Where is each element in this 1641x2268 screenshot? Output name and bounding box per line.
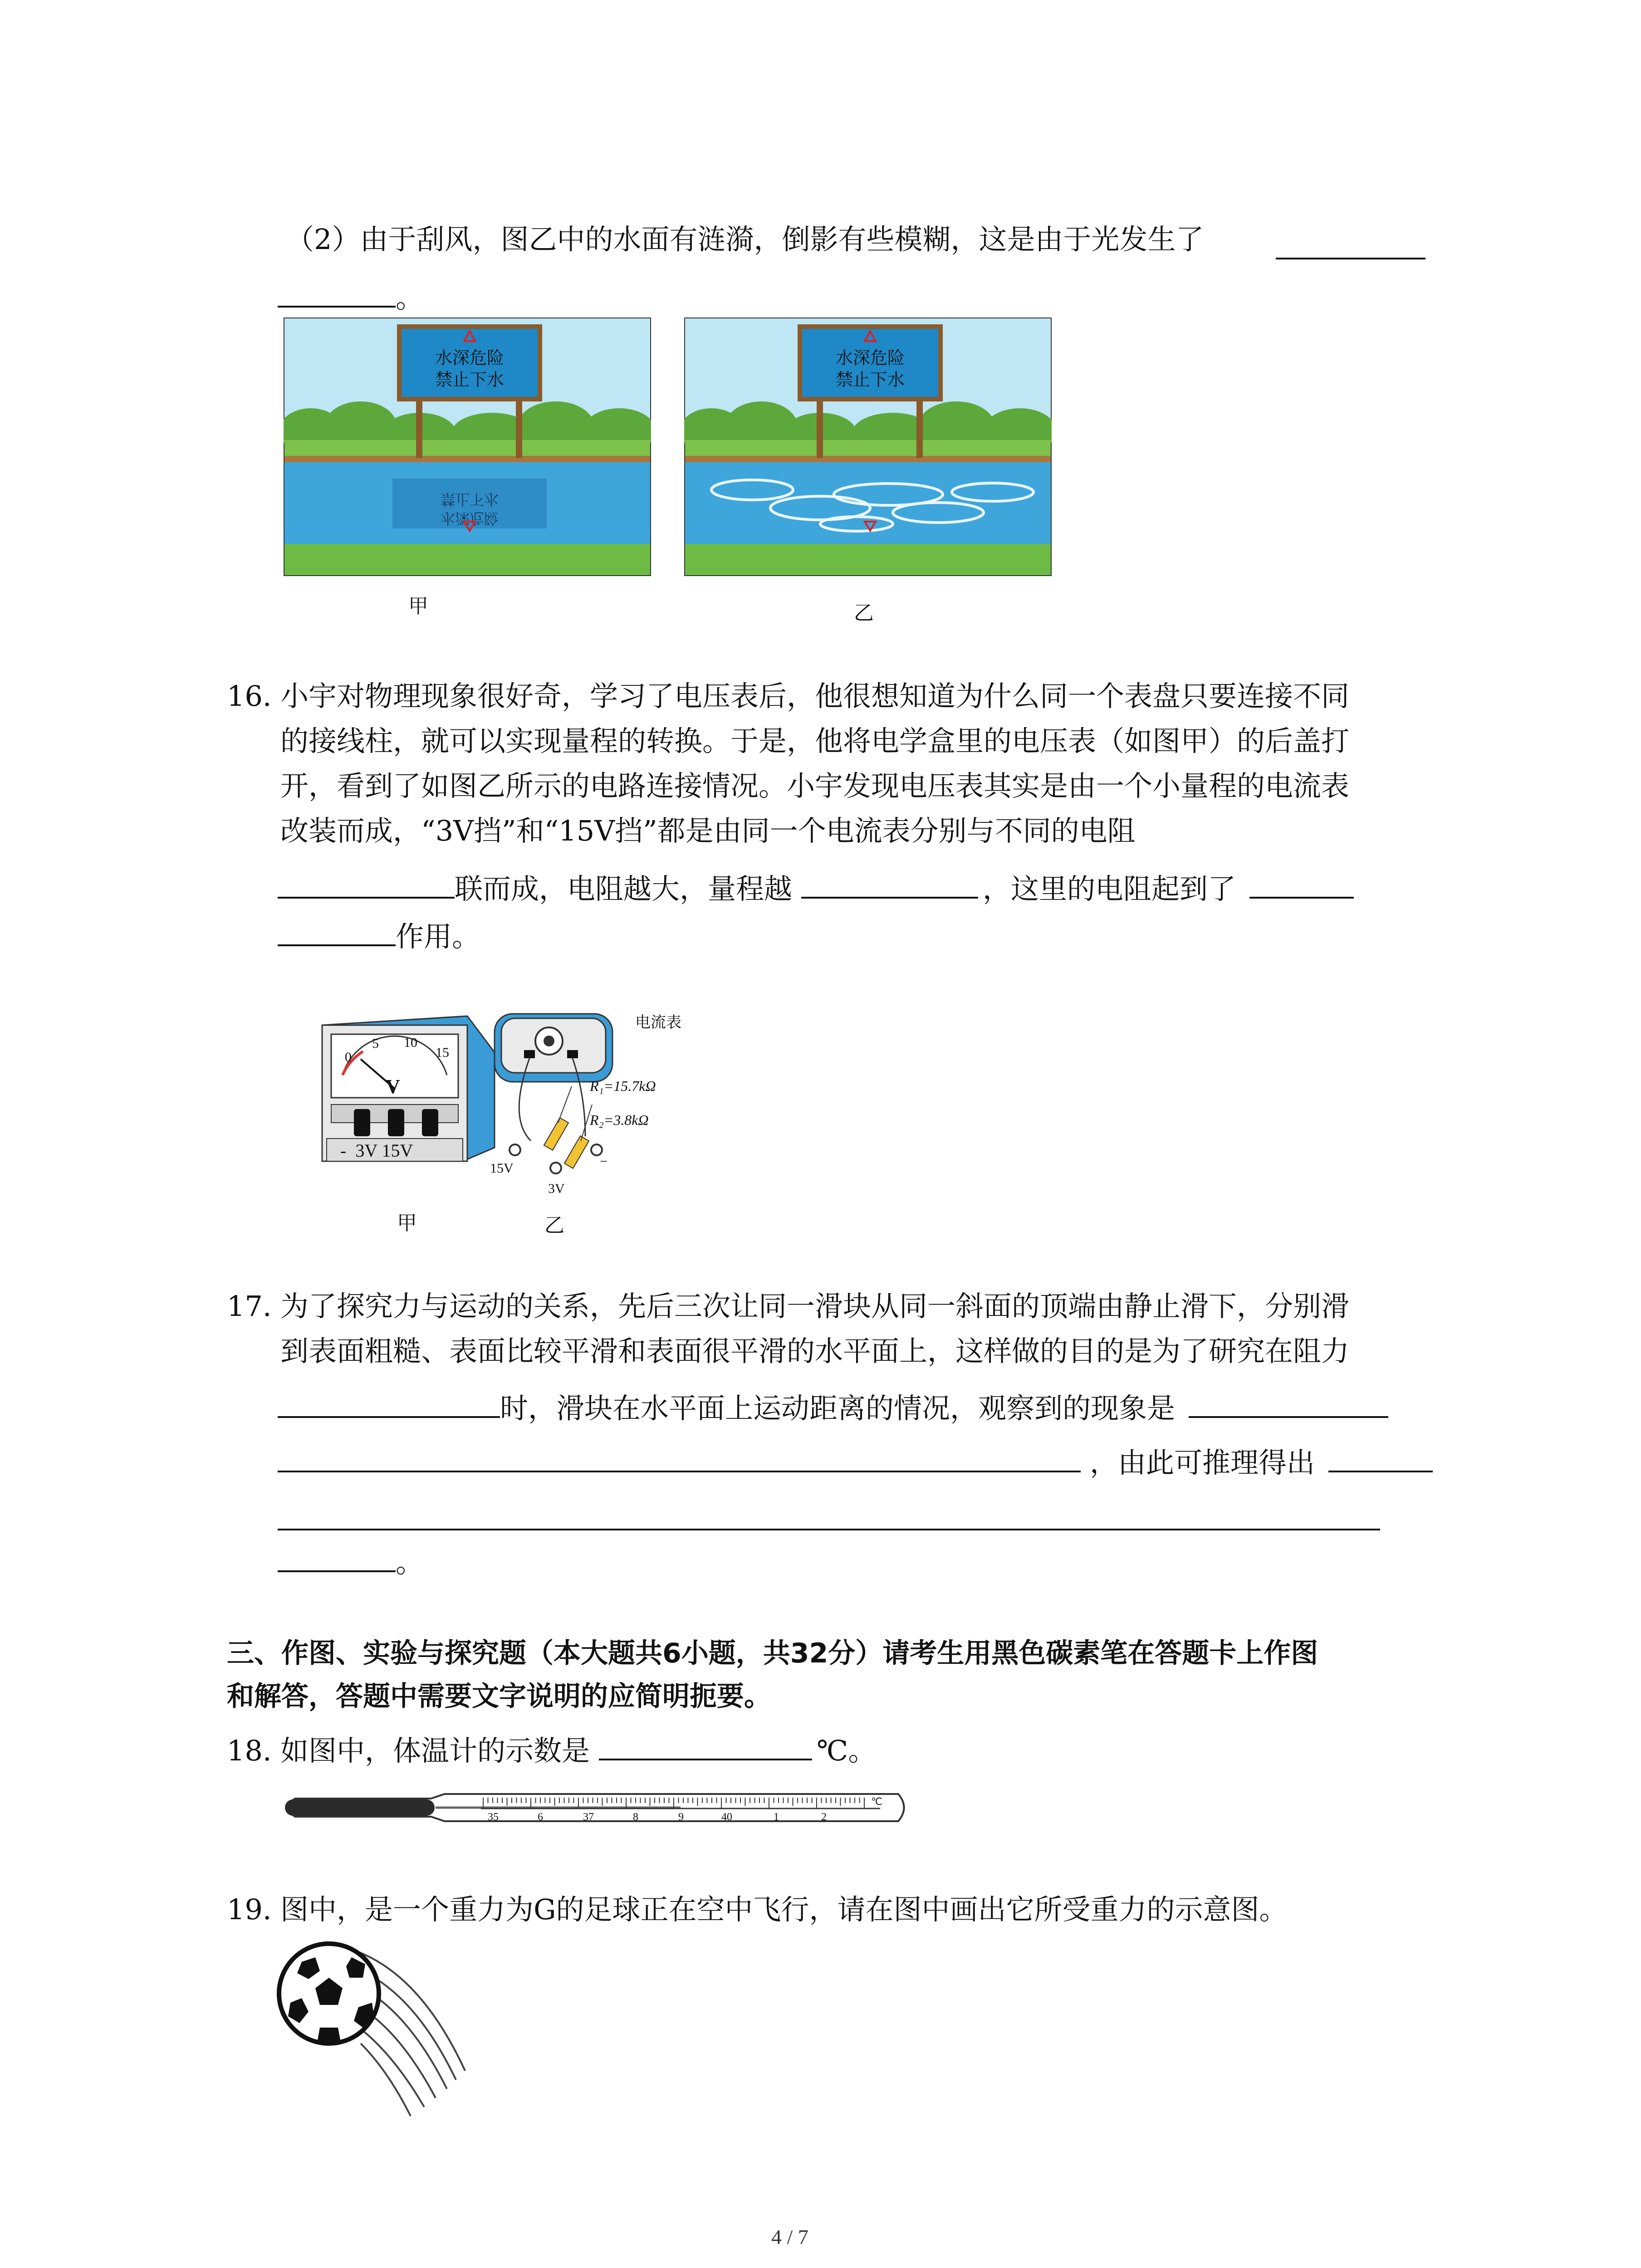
q15-figure-a bbox=[284, 318, 651, 576]
q15-part2-text: （2）由于刮风，图乙中的水面有涟漪，倒影有些模糊，这是由于光发生了 bbox=[286, 223, 1204, 256]
q16-text-3: 开，看到了如图乙所示的电路连接情况。小宇发现电压表其实是由一个小量程的电流表 bbox=[280, 769, 1350, 802]
q16-answer-blank-3[interactable] bbox=[1249, 869, 1354, 899]
q17-text-1: 为了探究力与运动的关系，先后三次让同一滑块从同一斜面的顶端由静止滑下，分别滑 bbox=[280, 1290, 1350, 1323]
scale-label-42: 2 bbox=[821, 1811, 827, 1823]
q17-text-2: 到表面粗糙、表面比较平滑和表面很平滑的水平面上，这样做的目的是为了研究在阻力 bbox=[280, 1334, 1350, 1368]
section3-heading-line1: 三、作图、实验与探究题（本大题共6小题，共32分）请考生用黑色碳素笔在答题卡上作图 bbox=[227, 1637, 1318, 1669]
q16-line5 bbox=[278, 869, 1354, 907]
q16-line3 bbox=[280, 768, 1349, 804]
q16-line4 bbox=[280, 813, 1136, 849]
q17-text-4: ，由此可推理得出 bbox=[1090, 1446, 1315, 1479]
soccer-ball-figure bbox=[274, 1935, 488, 2134]
page-number: 4 / 7 bbox=[771, 2225, 808, 2248]
q16-line2 bbox=[280, 723, 1349, 759]
scale-label-41: 1 bbox=[774, 1811, 779, 1823]
q18-unit: ℃。 bbox=[817, 1734, 877, 1767]
label-15v: 15V bbox=[490, 1161, 514, 1176]
q16-caption-b: 乙 bbox=[544, 1214, 564, 1237]
q17-answer-blank-4[interactable] bbox=[1328, 1442, 1433, 1472]
q15-figure-b bbox=[684, 318, 1052, 576]
dial-tick-0: 0 bbox=[345, 1050, 352, 1065]
dial-tick-5: 5 bbox=[372, 1036, 379, 1051]
q18-number: 18. bbox=[227, 1734, 272, 1767]
q18-answer-blank[interactable] bbox=[599, 1730, 812, 1760]
q17-text-3: 时，滑块在水平面上运动距离的情况，观察到的现象是 bbox=[500, 1392, 1176, 1425]
sign-b-line2: 禁止下水 bbox=[835, 370, 905, 390]
r2-label: R₂=3.8kΩ bbox=[590, 1112, 649, 1128]
q17-answer-blank-2[interactable] bbox=[1189, 1388, 1388, 1418]
sign-b-line1: 水深危险 bbox=[835, 348, 905, 368]
dial-tick-15: 15 bbox=[436, 1045, 449, 1060]
q17-line1 bbox=[227, 1288, 1349, 1325]
q16-caption-a: 甲 bbox=[397, 1212, 417, 1235]
scale-unit: ℃ bbox=[871, 1796, 882, 1808]
scale-label-38: 8 bbox=[633, 1811, 638, 1823]
q19-number: 19. bbox=[227, 1893, 272, 1926]
q16-circuit-figure bbox=[481, 1005, 735, 1204]
q15-answer-blank-2[interactable] bbox=[278, 278, 396, 308]
q17-line2 bbox=[280, 1333, 1349, 1369]
sign-line2: 禁止下水 bbox=[435, 370, 505, 390]
scale-label-36: 6 bbox=[538, 1811, 543, 1823]
q17-number: 17. bbox=[227, 1290, 272, 1323]
q18-line bbox=[227, 1730, 876, 1769]
q17-line3 bbox=[278, 1388, 1388, 1427]
q17-period: 。 bbox=[396, 1546, 424, 1579]
q17-answer-blank-5[interactable] bbox=[278, 1529, 1380, 1530]
thermometer-figure bbox=[281, 1785, 912, 1830]
q15-part2-line2 bbox=[278, 278, 424, 316]
q19-line bbox=[227, 1892, 1288, 1928]
q16-voltmeter-figure bbox=[313, 998, 504, 1188]
scale-label-40: 40 bbox=[721, 1811, 732, 1823]
q15-part2-line bbox=[286, 221, 1204, 258]
q16-answer-blank-2[interactable] bbox=[801, 869, 978, 899]
label-minus: − bbox=[600, 1154, 607, 1169]
q15-caption-a: 甲 bbox=[408, 595, 428, 618]
q17-line4 bbox=[278, 1442, 1433, 1481]
terminal-labels: - 3V 15V bbox=[340, 1140, 413, 1161]
dial-letter: V bbox=[386, 1075, 400, 1098]
scale-label-37: 37 bbox=[583, 1811, 594, 1823]
q15-caption-b: 乙 bbox=[854, 601, 874, 625]
q15-answer-blank-1[interactable] bbox=[1276, 258, 1425, 259]
q16-text-6: 作用。 bbox=[396, 920, 480, 953]
q16-answer-blank-1[interactable] bbox=[278, 869, 455, 899]
q16-text-5b: ，这里的电阻起到了 bbox=[983, 872, 1236, 905]
section3-heading-line2: 和解答，答题中需要文字说明的应简明扼要。 bbox=[227, 1681, 771, 1712]
reflection-line1: 水深危险 bbox=[440, 510, 499, 527]
q19-text: 图中，是一个重力为G的足球正在空中飞行，请在图中画出它所受重力的示意图。 bbox=[280, 1893, 1288, 1926]
sign-line1: 水深危险 bbox=[435, 348, 505, 368]
q17-answer-blank-6[interactable] bbox=[278, 1542, 396, 1572]
q17-answer-blank-1[interactable] bbox=[278, 1388, 500, 1418]
q16-text-4: 改装而成，“3V挡”和“15V挡”都是由同一个电流表分别与不同的电阻 bbox=[280, 814, 1136, 847]
q16-line1 bbox=[227, 678, 1349, 714]
q16-text-2: 的接线柱，就可以实现量程的转换。于是，他将电学盒里的电压表（如图甲）的后盖打 bbox=[280, 724, 1350, 758]
q15-period: 。 bbox=[396, 281, 424, 314]
scale-label-35: 35 bbox=[488, 1811, 499, 1823]
scale-label-39: 9 bbox=[678, 1811, 684, 1823]
q17-answer-blank-3[interactable] bbox=[278, 1442, 1081, 1472]
r1-label: R₁=15.7kΩ bbox=[590, 1078, 656, 1094]
reflection-line2: 禁止下水 bbox=[440, 491, 499, 508]
q16-text-5a: 联而成，电阻越大，量程越 bbox=[455, 872, 793, 905]
label-3v: 3V bbox=[548, 1181, 565, 1196]
ammeter-label: 电流表 bbox=[635, 1013, 681, 1031]
q16-number: 16. bbox=[227, 679, 272, 713]
q16-text-1: 小宇对物理现象很好奇，学习了电压表后，他很想知道为什么同一个表盘只要连接不同 bbox=[280, 679, 1350, 713]
q18-text: 如图中，体温计的示数是 bbox=[280, 1734, 590, 1767]
dial-tick-10: 10 bbox=[404, 1035, 417, 1050]
q17-line6 bbox=[278, 1542, 424, 1581]
q16-answer-blank-4[interactable] bbox=[278, 916, 396, 946]
q16-line6 bbox=[278, 916, 480, 955]
